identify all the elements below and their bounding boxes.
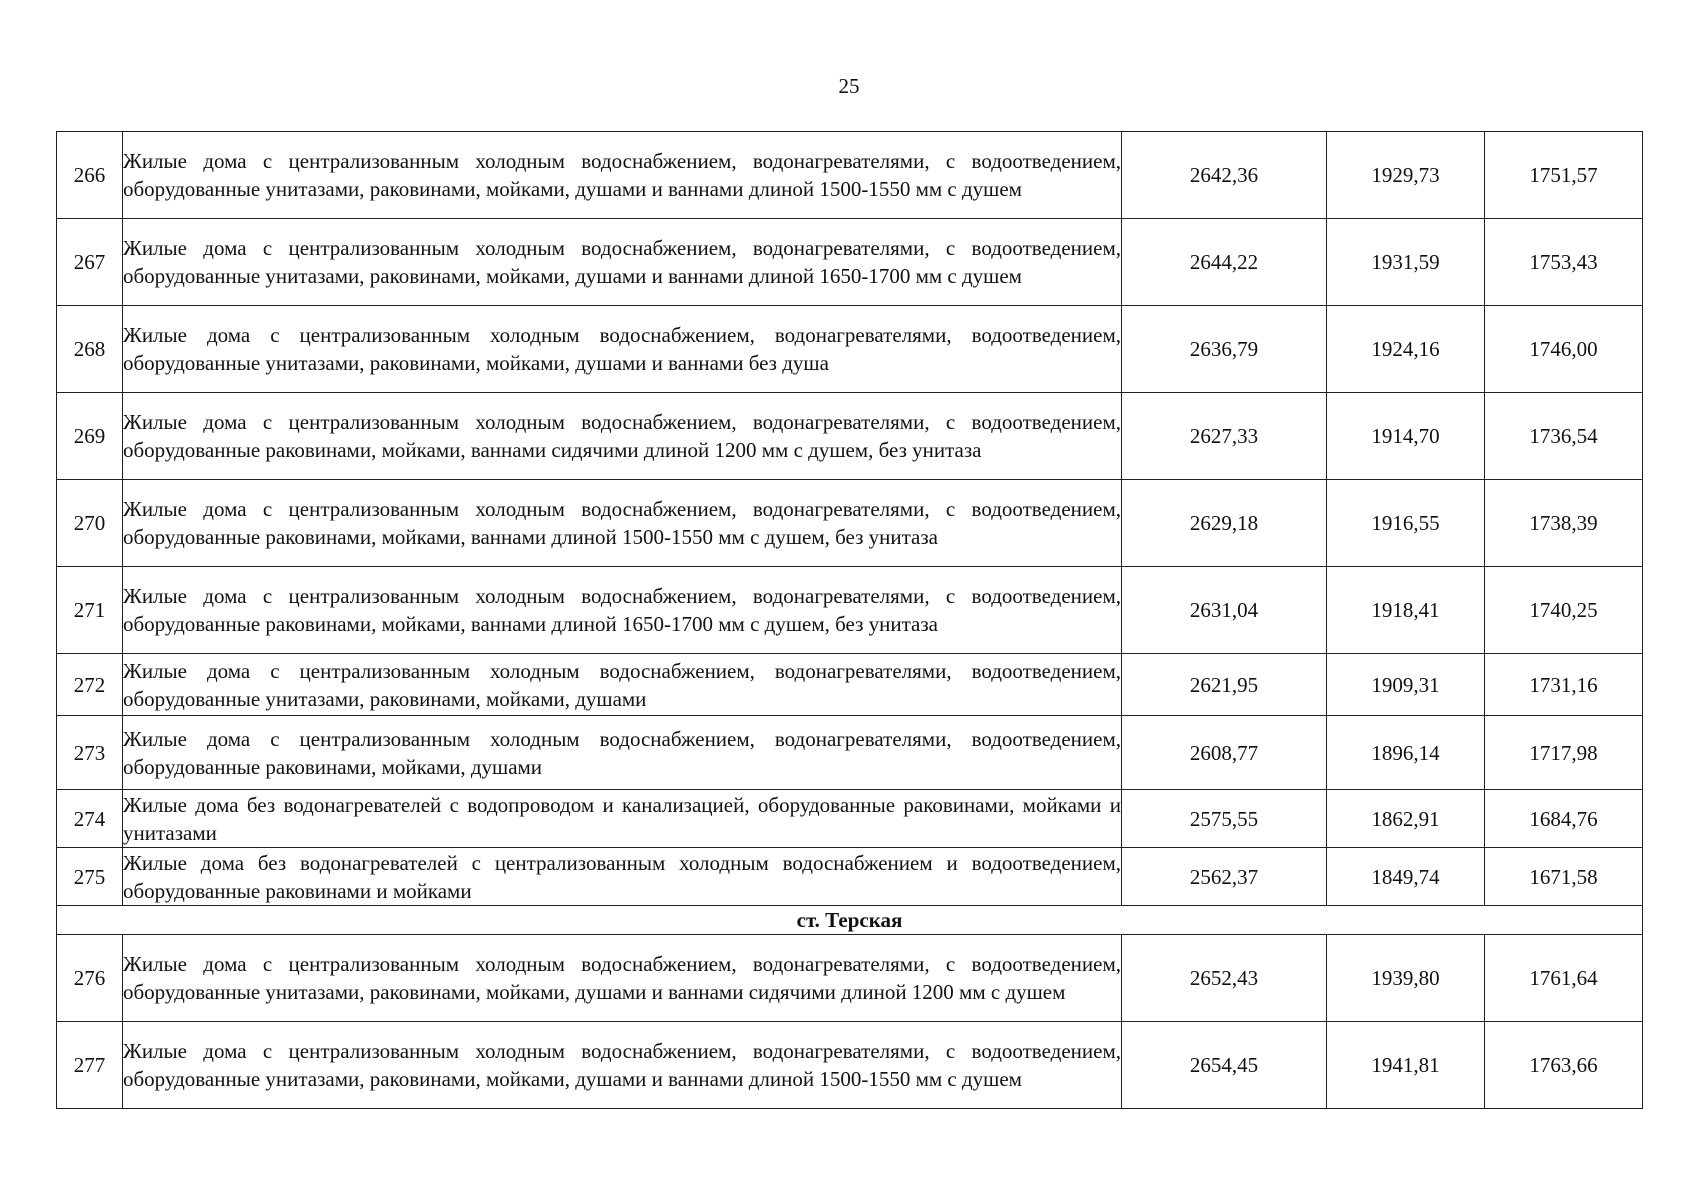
table-row <box>57 935 1643 1022</box>
table-row <box>57 306 1643 393</box>
table-row <box>57 716 1643 790</box>
row-value-3: 1731,16 <box>1485 654 1643 716</box>
row-value-1: 2629,18 <box>1122 480 1327 567</box>
row-value-2: 1918,41 <box>1327 567 1485 654</box>
row-description: Жилые дома с централизованным холодным водоснабжением, водонагревателями, с водоотведением, оборудованные унитазами, раковинами, мойками, душами и ваннами длиной 1500-1550 мм с душем <box>123 1022 1122 1109</box>
table-row <box>57 219 1643 306</box>
row-number: 271 <box>57 567 123 654</box>
row-number: 274 <box>57 790 123 848</box>
row-description: Жилые дома без водонагревателей с водопроводом и канализацией, оборудованные раковинами, мойками и унитазами <box>123 790 1122 848</box>
table-row <box>57 654 1643 716</box>
row-value-1: 2654,45 <box>1122 1022 1327 1109</box>
row-description: Жилые дома с централизованным холодным водоснабжением, водонагревателями, водоотведением, оборудованные унитазами, раковинами, мойками, душами <box>123 654 1122 716</box>
table-row <box>57 790 1643 848</box>
row-number: 266 <box>57 132 123 219</box>
row-number: 268 <box>57 306 123 393</box>
row-value-2: 1929,73 <box>1327 132 1485 219</box>
row-description: Жилые дома с централизованным холодным водоснабжением, водонагревателями, с водоотведением, оборудованные раковинами, мойками, ваннами сидячими длиной 1200 мм с душем, без унитаза <box>123 393 1122 480</box>
row-value-1: 2631,04 <box>1122 567 1327 654</box>
row-value-3: 1684,76 <box>1485 790 1643 848</box>
row-number: 273 <box>57 716 123 790</box>
row-value-1: 2627,33 <box>1122 393 1327 480</box>
row-value-3: 1740,25 <box>1485 567 1643 654</box>
row-value-2: 1914,70 <box>1327 393 1485 480</box>
section-row <box>57 906 1643 935</box>
row-number: 275 <box>57 848 123 906</box>
row-number: 272 <box>57 654 123 716</box>
table-row <box>57 567 1643 654</box>
row-value-3: 1671,58 <box>1485 848 1643 906</box>
row-value-2: 1909,31 <box>1327 654 1485 716</box>
row-description: Жилые дома с централизованным холодным водоснабжением, водонагревателями, водоотведением, оборудованные унитазами, раковинами, мойками, душами и ваннами без душа <box>123 306 1122 393</box>
row-value-1: 2652,43 <box>1122 935 1327 1022</box>
row-value-3: 1746,00 <box>1485 306 1643 393</box>
row-value-2: 1941,81 <box>1327 1022 1485 1109</box>
row-value-2: 1862,91 <box>1327 790 1485 848</box>
table-row <box>57 848 1643 906</box>
section-title: ст. Терская <box>57 906 1643 935</box>
row-number: 276 <box>57 935 123 1022</box>
row-description: Жилые дома с централизованным холодным водоснабжением, водонагревателями, с водоотведением, оборудованные унитазами, раковинами, мойками, душами и ваннами сидячими длиной 1200 мм с душем <box>123 935 1122 1022</box>
row-value-1: 2575,55 <box>1122 790 1327 848</box>
row-number: 270 <box>57 480 123 567</box>
row-value-1: 2621,95 <box>1122 654 1327 716</box>
table-row <box>57 1022 1643 1109</box>
row-value-3: 1753,43 <box>1485 219 1643 306</box>
row-value-1: 2562,37 <box>1122 848 1327 906</box>
row-value-3: 1761,64 <box>1485 935 1643 1022</box>
tariff-table <box>56 131 1643 1109</box>
row-value-2: 1849,74 <box>1327 848 1485 906</box>
row-description: Жилые дома с централизованным холодным водоснабжением, водонагревателями, с водоотведением, оборудованные раковинами, мойками, ваннами длиной 1650-1700 мм с душем, без унитаза <box>123 567 1122 654</box>
row-value-2: 1924,16 <box>1327 306 1485 393</box>
table-row <box>57 132 1643 219</box>
row-value-1: 2642,36 <box>1122 132 1327 219</box>
row-description: Жилые дома с централизованным холодным водоснабжением, водонагревателями, с водоотведением, оборудованные унитазами, раковинами, мойками, душами и ваннами длиной 1650-1700 мм с душем <box>123 219 1122 306</box>
row-value-3: 1736,54 <box>1485 393 1643 480</box>
row-value-3: 1717,98 <box>1485 716 1643 790</box>
row-value-2: 1939,80 <box>1327 935 1485 1022</box>
row-value-1: 2644,22 <box>1122 219 1327 306</box>
row-value-2: 1896,14 <box>1327 716 1485 790</box>
row-value-3: 1763,66 <box>1485 1022 1643 1109</box>
row-description: Жилые дома с централизованным холодным водоснабжением, водонагревателями, водоотведением, оборудованные раковинами, мойками, душами <box>123 716 1122 790</box>
row-value-1: 2608,77 <box>1122 716 1327 790</box>
table-row <box>57 393 1643 480</box>
row-description: Жилые дома без водонагревателей с централизованным холодным водоснабжением и водоотведением, оборудованные раковинами и мойками <box>123 848 1122 906</box>
row-number: 269 <box>57 393 123 480</box>
row-description: Жилые дома с централизованным холодным водоснабжением, водонагревателями, с водоотведением, оборудованные раковинами, мойками, ваннами длиной 1500-1550 мм с душем, без унитаза <box>123 480 1122 567</box>
row-value-3: 1751,57 <box>1485 132 1643 219</box>
row-number: 267 <box>57 219 123 306</box>
row-number: 277 <box>57 1022 123 1109</box>
row-value-3: 1738,39 <box>1485 480 1643 567</box>
row-value-2: 1931,59 <box>1327 219 1485 306</box>
row-description: Жилые дома с централизованным холодным водоснабжением, водонагревателями, с водоотведением, оборудованные унитазами, раковинами, мойками, душами и ваннами длиной 1500-1550 мм с душем <box>123 132 1122 219</box>
row-value-2: 1916,55 <box>1327 480 1485 567</box>
page-number: 25 <box>838 74 860 98</box>
table-row <box>57 480 1643 567</box>
row-value-1: 2636,79 <box>1122 306 1327 393</box>
